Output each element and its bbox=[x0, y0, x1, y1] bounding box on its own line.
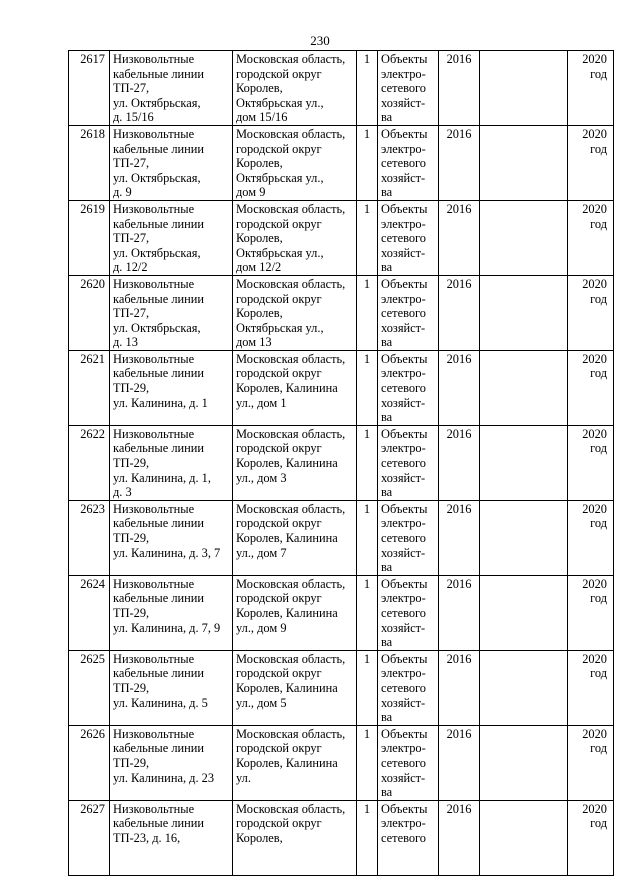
cell-line: год bbox=[590, 216, 607, 231]
cell-line: Низковольтные bbox=[113, 501, 195, 516]
cell-line: электро- bbox=[381, 366, 426, 381]
cell-line: кабельные линии bbox=[113, 516, 205, 531]
cell-line: Низковольтные bbox=[113, 276, 195, 291]
cell-line bbox=[113, 845, 230, 860]
cell-line: год bbox=[590, 516, 607, 531]
cell-line: 2020 bbox=[582, 126, 607, 141]
cell-line: д. 12/2 bbox=[113, 260, 148, 275]
table-row bbox=[69, 350, 614, 425]
cell-deadline bbox=[568, 51, 614, 126]
cell-line bbox=[113, 785, 230, 800]
cell-line bbox=[113, 710, 230, 725]
cell-line: электро- bbox=[381, 741, 426, 756]
cell-line: ва bbox=[381, 260, 393, 275]
cell-line: год bbox=[590, 741, 607, 756]
table-row bbox=[69, 725, 614, 800]
table-row bbox=[69, 650, 614, 725]
cell-line: хозяйст- bbox=[381, 395, 426, 410]
cell-line: сетевого bbox=[381, 156, 426, 171]
cell-object-name bbox=[110, 350, 233, 425]
cell-line: ул. Калинина, д. 7, 9 bbox=[113, 620, 221, 635]
cell-line: ул. Калинина, д. 1 bbox=[113, 395, 208, 410]
cell-line: 2020 bbox=[582, 426, 607, 441]
cell-address bbox=[233, 125, 357, 200]
cell-year: 2016 bbox=[439, 800, 480, 875]
cell-line: год bbox=[590, 141, 607, 156]
cell-quantity: 1 bbox=[357, 725, 378, 800]
cell-category bbox=[378, 425, 439, 500]
cell-line: Объекты bbox=[381, 276, 428, 291]
cell-quantity: 1 bbox=[357, 125, 378, 200]
cell-deadline bbox=[568, 350, 614, 425]
cell-category bbox=[378, 800, 439, 875]
cell-address bbox=[233, 275, 357, 350]
cell-line: ул. Калинина, д. 5 bbox=[113, 695, 208, 710]
cell-line: 2020 bbox=[582, 351, 607, 366]
cell-line: кабельные линии bbox=[113, 291, 205, 306]
cell-category bbox=[378, 575, 439, 650]
cell-line: 2020 bbox=[582, 576, 607, 591]
cell-year: 2016 bbox=[439, 125, 480, 200]
cell-line: год bbox=[590, 666, 607, 681]
cell-line: дом 15/16 bbox=[236, 110, 288, 125]
cell-empty bbox=[480, 425, 568, 500]
cell-line: кабельные линии bbox=[113, 591, 205, 606]
cell-line: ТП-29, bbox=[113, 381, 150, 396]
cell-line: Низковольтные bbox=[113, 801, 195, 816]
cell-object-name bbox=[110, 425, 233, 500]
cell-empty bbox=[480, 200, 568, 275]
cell-line: электро- bbox=[381, 591, 426, 606]
table-body bbox=[69, 51, 614, 876]
cell-line: ул., дом 9 bbox=[236, 620, 287, 635]
cell-address bbox=[233, 575, 357, 650]
cell-empty bbox=[480, 350, 568, 425]
cell-line: ТП-27, bbox=[113, 81, 150, 96]
cell-line: городской округ bbox=[236, 66, 322, 81]
cell-line bbox=[236, 845, 354, 860]
cell-line: Московская область, bbox=[236, 52, 346, 66]
cell-line: дом 13 bbox=[236, 335, 272, 350]
cell-line: Королев, bbox=[236, 81, 283, 96]
cell-line: Московская область, bbox=[236, 126, 346, 141]
cell-line: ул. Калинина, д. 1, bbox=[113, 470, 211, 485]
cell-number: 2621 bbox=[69, 350, 110, 425]
cell-line: Объекты bbox=[381, 201, 428, 216]
cell-year: 2016 bbox=[439, 275, 480, 350]
page-number: 230 bbox=[310, 33, 330, 48]
cell-year: 2016 bbox=[439, 51, 480, 126]
table-row bbox=[69, 500, 614, 575]
cell-line: 2020 bbox=[582, 501, 607, 516]
cell-quantity: 1 bbox=[357, 800, 378, 875]
cell-empty bbox=[480, 275, 568, 350]
table-row bbox=[69, 800, 614, 875]
cell-line: ТП-29, bbox=[113, 531, 150, 545]
cell-line: Объекты bbox=[381, 801, 428, 816]
cell-line: Низковольтные bbox=[113, 726, 195, 741]
cell-quantity: 1 bbox=[357, 275, 378, 350]
cell-line: ТП-29, bbox=[113, 456, 150, 471]
cell-line: ТП-23, д. 16, bbox=[113, 830, 181, 845]
cell-line: Королев, Калинина bbox=[236, 755, 338, 770]
cell-line: хозяйст- bbox=[381, 470, 426, 485]
cell-address bbox=[233, 650, 357, 725]
cell-year: 2016 bbox=[439, 425, 480, 500]
cell-quantity: 1 bbox=[357, 350, 378, 425]
cell-line: Объекты bbox=[381, 726, 428, 741]
cell-line bbox=[381, 845, 436, 860]
cell-line: кабельные линии bbox=[113, 666, 205, 681]
cell-line: ул. Октябрьская, bbox=[113, 245, 201, 260]
cell-number: 2618 bbox=[69, 125, 110, 200]
cell-line bbox=[236, 785, 354, 800]
cell-line: городской округ bbox=[236, 666, 322, 681]
cell-category bbox=[378, 200, 439, 275]
cell-category bbox=[378, 650, 439, 725]
cell-line: городской округ bbox=[236, 591, 322, 606]
cell-deadline bbox=[568, 500, 614, 575]
cell-line: Низковольтные bbox=[113, 126, 195, 141]
cell-line: Низковольтные bbox=[113, 351, 195, 366]
cell-line: Московская область, bbox=[236, 651, 346, 666]
cell-line: ва bbox=[381, 185, 393, 200]
cell-object-name bbox=[110, 125, 233, 200]
cell-line: дом 12/2 bbox=[236, 260, 282, 275]
cell-number: 2622 bbox=[69, 425, 110, 500]
cell-line: ул. Октябрьская, bbox=[113, 320, 201, 335]
cell-quantity: 1 bbox=[357, 650, 378, 725]
cell-line: Объекты bbox=[381, 126, 428, 141]
cell-object-name bbox=[110, 800, 233, 875]
cell-number: 2626 bbox=[69, 725, 110, 800]
cell-address bbox=[233, 51, 357, 126]
cell-line bbox=[113, 410, 230, 425]
cell-line: Королев, bbox=[236, 156, 283, 171]
cell-line: ва bbox=[381, 635, 393, 650]
cell-line: хозяйст- bbox=[381, 170, 426, 185]
cell-line: 2020 bbox=[582, 52, 607, 66]
cell-category bbox=[378, 350, 439, 425]
cell-line: ТП-29, bbox=[113, 755, 150, 770]
cell-number: 2627 bbox=[69, 800, 110, 875]
cell-line: кабельные линии bbox=[113, 816, 205, 831]
cell-line: Объекты bbox=[381, 651, 428, 666]
cell-line: электро- bbox=[381, 291, 426, 306]
cell-line: ва bbox=[381, 485, 393, 500]
cell-line: хозяйст- bbox=[381, 695, 426, 710]
cell-quantity: 1 bbox=[357, 575, 378, 650]
cell-line: Королев, bbox=[236, 830, 283, 845]
cell-line: Объекты bbox=[381, 52, 428, 66]
cell-line: Низковольтные bbox=[113, 201, 195, 216]
cell-line: сетевого bbox=[381, 680, 426, 695]
cell-empty bbox=[480, 800, 568, 875]
cell-category bbox=[378, 725, 439, 800]
cell-line: кабельные линии bbox=[113, 216, 205, 231]
cell-category bbox=[378, 500, 439, 575]
cell-line: сетевого bbox=[381, 830, 426, 845]
cell-line: год bbox=[590, 591, 607, 606]
cell-line: Московская область, bbox=[236, 726, 346, 741]
cell-line: сетевого bbox=[381, 531, 426, 545]
cell-line: городской округ bbox=[236, 516, 322, 531]
cell-deadline bbox=[568, 725, 614, 800]
cell-address bbox=[233, 425, 357, 500]
cell-line: Октябрьская ул., bbox=[236, 320, 324, 335]
cell-line: сетевого bbox=[381, 81, 426, 96]
cell-line: ва bbox=[381, 710, 393, 725]
cell-line: Королев, Калинина bbox=[236, 531, 338, 545]
document-table-container bbox=[68, 50, 613, 845]
cell-line bbox=[236, 410, 354, 425]
cell-quantity: 1 bbox=[357, 51, 378, 126]
cell-line: д. 13 bbox=[113, 335, 138, 350]
cell-address bbox=[233, 200, 357, 275]
table-row bbox=[69, 200, 614, 275]
cell-line: сетевого bbox=[381, 306, 426, 321]
cell-line: ул. Калинина, д. 3, 7 bbox=[113, 545, 221, 560]
cell-line: ул., дом 1 bbox=[236, 395, 287, 410]
cell-line bbox=[113, 560, 230, 575]
cell-object-name bbox=[110, 725, 233, 800]
cell-line: Низковольтные bbox=[113, 576, 195, 591]
cell-line: ва bbox=[381, 410, 393, 425]
cell-line: д. 9 bbox=[113, 185, 132, 200]
cell-year: 2016 bbox=[439, 350, 480, 425]
cell-line: городской округ bbox=[236, 291, 322, 306]
cell-line: городской округ bbox=[236, 441, 322, 456]
cell-line: кабельные линии bbox=[113, 66, 205, 81]
cell-line: Октябрьская ул., bbox=[236, 95, 324, 110]
cell-line: городской округ bbox=[236, 816, 322, 831]
cell-line: Московская область, bbox=[236, 426, 346, 441]
cell-line: год bbox=[590, 291, 607, 306]
cell-line: Объекты bbox=[381, 576, 428, 591]
cell-line: ул., дом 7 bbox=[236, 545, 287, 560]
cell-line: Объекты bbox=[381, 426, 428, 441]
cell-line: ул. Калинина, д. 23 bbox=[113, 770, 215, 785]
cell-line: Низковольтные bbox=[113, 426, 195, 441]
cell-empty bbox=[480, 500, 568, 575]
cell-line: сетевого bbox=[381, 381, 426, 396]
cell-line: хозяйст- bbox=[381, 545, 426, 560]
cell-empty bbox=[480, 125, 568, 200]
cell-line: ва bbox=[381, 785, 393, 800]
cell-line: Низковольтные bbox=[113, 52, 195, 66]
cell-empty bbox=[480, 575, 568, 650]
cell-line: сетевого bbox=[381, 231, 426, 246]
cell-line: электро- bbox=[381, 141, 426, 156]
cell-number: 2620 bbox=[69, 275, 110, 350]
cell-line: д. 15/16 bbox=[113, 110, 154, 125]
cell-line: ТП-29, bbox=[113, 680, 150, 695]
cell-year: 2016 bbox=[439, 200, 480, 275]
cell-deadline bbox=[568, 575, 614, 650]
table-row bbox=[69, 125, 614, 200]
cell-quantity: 1 bbox=[357, 500, 378, 575]
cell-line bbox=[236, 635, 354, 650]
cell-line: хозяйст- bbox=[381, 620, 426, 635]
cell-line: электро- bbox=[381, 666, 426, 681]
cell-line: 2020 bbox=[582, 801, 607, 816]
cell-line: электро- bbox=[381, 516, 426, 531]
cell-line: год bbox=[590, 366, 607, 381]
cell-line bbox=[236, 710, 354, 725]
cell-deadline bbox=[568, 275, 614, 350]
cell-category bbox=[378, 125, 439, 200]
cell-line bbox=[236, 560, 354, 575]
cell-line: Королев, Калинина bbox=[236, 381, 338, 396]
cell-line bbox=[236, 485, 354, 500]
cell-line: 2020 bbox=[582, 276, 607, 291]
cell-line: электро- bbox=[381, 816, 426, 831]
cell-year: 2016 bbox=[439, 650, 480, 725]
cell-line: год bbox=[590, 441, 607, 456]
cell-quantity: 1 bbox=[357, 425, 378, 500]
cell-line bbox=[381, 860, 436, 875]
cell-object-name bbox=[110, 51, 233, 126]
cell-empty bbox=[480, 725, 568, 800]
cell-line: год bbox=[590, 816, 607, 831]
cell-line: Московская область, bbox=[236, 501, 346, 516]
cell-line: городской округ bbox=[236, 216, 322, 231]
cell-object-name bbox=[110, 275, 233, 350]
cell-line: Московская область, bbox=[236, 801, 346, 816]
cell-line: Объекты bbox=[381, 501, 428, 516]
cell-line: Московская область, bbox=[236, 576, 346, 591]
cell-line: ул. bbox=[236, 770, 251, 785]
cell-line: ТП-27, bbox=[113, 156, 150, 171]
cell-line: хозяйст- bbox=[381, 245, 426, 260]
cell-line: Низковольтные bbox=[113, 651, 195, 666]
cell-deadline bbox=[568, 200, 614, 275]
cell-line: электро- bbox=[381, 66, 426, 81]
table-row bbox=[69, 275, 614, 350]
cell-line: 2020 bbox=[582, 726, 607, 741]
cell-deadline bbox=[568, 650, 614, 725]
cell-object-name bbox=[110, 575, 233, 650]
cell-line: Королев, bbox=[236, 231, 283, 246]
cell-line: Октябрьская ул., bbox=[236, 245, 324, 260]
table-row bbox=[69, 51, 614, 126]
cell-object-name bbox=[110, 650, 233, 725]
cell-line: сетевого bbox=[381, 605, 426, 620]
cell-line: 2020 bbox=[582, 651, 607, 666]
cell-line: ТП-29, bbox=[113, 605, 150, 620]
cell-line: Объекты bbox=[381, 351, 428, 366]
cell-line: ва bbox=[381, 560, 393, 575]
cell-line: ТП-27, bbox=[113, 306, 150, 321]
cell-address bbox=[233, 500, 357, 575]
cell-line: городской округ bbox=[236, 141, 322, 156]
cell-line: хозяйст- bbox=[381, 95, 426, 110]
cell-number: 2625 bbox=[69, 650, 110, 725]
cell-address bbox=[233, 725, 357, 800]
cell-line: ул. Октябрьская, bbox=[113, 170, 201, 185]
cell-line: дом 9 bbox=[236, 185, 266, 200]
cell-line: городской округ bbox=[236, 366, 322, 381]
cell-object-name bbox=[110, 500, 233, 575]
cell-address bbox=[233, 800, 357, 875]
cell-line: ва bbox=[381, 335, 393, 350]
cell-line bbox=[236, 860, 354, 875]
cell-line bbox=[113, 860, 230, 875]
cell-quantity: 1 bbox=[357, 200, 378, 275]
cell-line: кабельные линии bbox=[113, 366, 205, 381]
cell-line: Королев, Калинина bbox=[236, 456, 338, 471]
cell-line: Московская область, bbox=[236, 276, 346, 291]
cell-line: Октябрьская ул., bbox=[236, 170, 324, 185]
cell-line: Королев, Калинина bbox=[236, 605, 338, 620]
table-row bbox=[69, 425, 614, 500]
cell-address bbox=[233, 350, 357, 425]
cell-deadline bbox=[568, 125, 614, 200]
cell-line: Королев, Калинина bbox=[236, 680, 338, 695]
cell-line: кабельные линии bbox=[113, 441, 205, 456]
cell-line: кабельные линии bbox=[113, 141, 205, 156]
cell-empty bbox=[480, 51, 568, 126]
cell-year: 2016 bbox=[439, 575, 480, 650]
cell-year: 2016 bbox=[439, 500, 480, 575]
table-row bbox=[69, 575, 614, 650]
cell-category bbox=[378, 51, 439, 126]
cell-object-name bbox=[110, 200, 233, 275]
cell-year: 2016 bbox=[439, 725, 480, 800]
cell-number: 2624 bbox=[69, 575, 110, 650]
cell-line: электро- bbox=[381, 441, 426, 456]
cell-line: хозяйст- bbox=[381, 320, 426, 335]
cell-line: ТП-27, bbox=[113, 231, 150, 246]
cell-line: ул., дом 3 bbox=[236, 470, 287, 485]
cell-line bbox=[113, 635, 230, 650]
cell-line: ул., дом 5 bbox=[236, 695, 287, 710]
cell-line: электро- bbox=[381, 216, 426, 231]
cell-number: 2617 bbox=[69, 51, 110, 126]
cell-line: кабельные линии bbox=[113, 741, 205, 756]
cell-line: сетевого bbox=[381, 755, 426, 770]
cell-category bbox=[378, 275, 439, 350]
cell-line: хозяйст- bbox=[381, 770, 426, 785]
cell-line: городской округ bbox=[236, 741, 322, 756]
cell-line: год bbox=[590, 66, 607, 81]
cell-line: Московская область, bbox=[236, 351, 346, 366]
cell-line: 2020 bbox=[582, 201, 607, 216]
cell-number: 2623 bbox=[69, 500, 110, 575]
registry-table bbox=[68, 50, 614, 876]
cell-number: 2619 bbox=[69, 200, 110, 275]
cell-line: д. 3 bbox=[113, 485, 132, 500]
cell-line: Московская область, bbox=[236, 201, 346, 216]
cell-line: Королев, bbox=[236, 306, 283, 321]
cell-deadline bbox=[568, 425, 614, 500]
cell-line: сетевого bbox=[381, 456, 426, 471]
cell-line: ва bbox=[381, 110, 393, 125]
cell-deadline bbox=[568, 800, 614, 875]
cell-empty bbox=[480, 650, 568, 725]
cell-line: ул. Октябрьская, bbox=[113, 95, 201, 110]
